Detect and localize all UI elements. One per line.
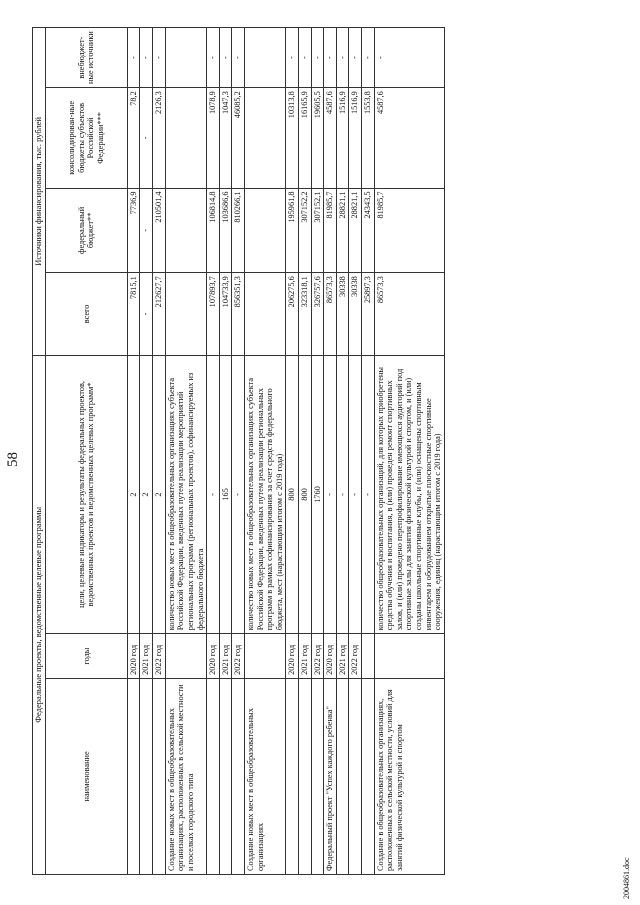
row-total: 212627,7 bbox=[153, 273, 166, 355]
row-regional: 78,2 bbox=[127, 88, 140, 188]
row-regional: 19605,5 bbox=[311, 88, 324, 188]
row-goal: количество общеобразовательных организаций, для которых приобретены средства обучения и воспитания, в (или) проведен ремонт спортивных залов, и (или) проведено перепрофилирование имеющихся аудиторий под спортивные залы для занятия физической культурой и спортом, и (или) созданы школьные спортивные клубы, и (или) оснащены спортивным инвентарем и оборудованием открытые плоскостные спортивные сооружения, единиц (нарастающим итогом с 2019 года) bbox=[374, 355, 444, 634]
row-goal: количество новых мест в общеобразовательных организациях субъекта Российской Федерации, введенных путем реализации региональных программ в рамках софинансирования за счет средств федерального бюджета, мест (нарастающим итогом с 2019 года) bbox=[244, 355, 285, 634]
row-goal: 2 bbox=[140, 355, 153, 634]
col-goals-header: цели, целевые индикаторы и результаты федеральных проектов, ведомственных проектов и ведомственных целевых программ* bbox=[45, 355, 127, 634]
row-extra: - bbox=[336, 28, 349, 88]
row-extra: - bbox=[311, 28, 324, 88]
row-total: 323318,1 bbox=[299, 273, 312, 355]
row-year bbox=[244, 634, 285, 679]
row-name bbox=[362, 678, 375, 874]
row-goal: - bbox=[207, 355, 220, 634]
row-total: 30338 bbox=[336, 273, 349, 355]
row-year: 2021 год bbox=[219, 634, 232, 679]
row-federal bbox=[165, 188, 206, 273]
row-name: Федеральный проект "Успех каждого ребенка" bbox=[324, 678, 337, 874]
row-regional: 4587,6 bbox=[374, 88, 444, 188]
row-goal: 2 bbox=[127, 355, 140, 634]
row-extra: - bbox=[349, 28, 362, 88]
row-name: Создание новых мест в общеобразовательных организациях, расположенных в сельской местности и поселках городского типа bbox=[165, 678, 206, 874]
row-extra bbox=[165, 28, 206, 88]
row-extra: - bbox=[219, 28, 232, 88]
row-regional bbox=[165, 88, 206, 188]
row-total: - bbox=[140, 273, 153, 355]
col-total-header: всего bbox=[45, 273, 127, 355]
row-federal: 81985,7 bbox=[324, 188, 337, 273]
row-goal: 800 bbox=[286, 355, 299, 634]
row-federal: 810266,1 bbox=[232, 188, 245, 273]
col-regional-header: консолидирован-ные бюджеты субъектов Российской Федерации*** bbox=[45, 88, 127, 188]
row-goal: 800 bbox=[299, 355, 312, 634]
table-row bbox=[127, 28, 140, 875]
row-extra: - bbox=[374, 28, 444, 88]
row-year: 2020 год bbox=[286, 634, 299, 679]
row-federal: 307152,1 bbox=[311, 188, 324, 273]
table-row bbox=[286, 28, 299, 875]
row-federal: - bbox=[140, 188, 153, 273]
row-name bbox=[127, 678, 140, 874]
row-federal bbox=[244, 188, 285, 273]
row-extra bbox=[244, 28, 285, 88]
row-regional: 16165,9 bbox=[299, 88, 312, 188]
group-header: Федеральные проекты, ведомственные целевые программы bbox=[33, 355, 46, 874]
row-total: 326757,6 bbox=[311, 273, 324, 355]
row-year: 2021 год bbox=[336, 634, 349, 679]
row-goal: - bbox=[349, 355, 362, 634]
row-year bbox=[374, 634, 444, 679]
row-federal: 81985,7 bbox=[374, 188, 444, 273]
row-regional: 4587,6 bbox=[324, 88, 337, 188]
page-number: 58 bbox=[5, 452, 21, 467]
row-extra: - bbox=[286, 28, 299, 88]
row-year: 2021 год bbox=[299, 634, 312, 679]
row-name bbox=[207, 678, 220, 874]
document-id: 2004861.doc bbox=[622, 857, 631, 899]
row-name bbox=[219, 678, 232, 874]
row-name bbox=[349, 678, 362, 874]
row-federal: 103686,6 bbox=[219, 188, 232, 273]
row-regional: 1516,9 bbox=[336, 88, 349, 188]
row-name: Создание в общеобразовательных организациях, расположенных в сельской местности, условий для занятий физической культурой и спортом bbox=[374, 678, 444, 874]
row-total: 104733,9 bbox=[219, 273, 232, 355]
row-year: 2022 год bbox=[311, 634, 324, 679]
row-total bbox=[165, 273, 206, 355]
row-total: 206275,6 bbox=[286, 273, 299, 355]
row-extra: - bbox=[140, 28, 153, 88]
row-regional: 1078,9 bbox=[207, 88, 220, 188]
row-total bbox=[244, 273, 285, 355]
row-year: 2022 год bbox=[153, 634, 166, 679]
row-regional: - bbox=[140, 88, 153, 188]
table-row bbox=[207, 28, 220, 875]
row-year bbox=[165, 634, 206, 679]
col-years-header: годы bbox=[45, 634, 127, 679]
col-extra-header: внебюджет-ные источники bbox=[45, 28, 127, 88]
row-extra: - bbox=[362, 28, 375, 88]
row-extra: - bbox=[299, 28, 312, 88]
table-row bbox=[362, 28, 375, 875]
table-row bbox=[165, 28, 206, 875]
row-goal: - bbox=[232, 355, 245, 634]
row-name bbox=[140, 678, 153, 874]
row-total: 86573,3 bbox=[324, 273, 337, 355]
col-name-header: наименование bbox=[45, 678, 127, 874]
row-year: 2022 год bbox=[232, 634, 245, 679]
row-year: 2020 год bbox=[207, 634, 220, 679]
row-total: 856351,3 bbox=[232, 273, 245, 355]
table-row bbox=[336, 28, 349, 875]
table-row bbox=[219, 28, 232, 875]
row-total: 107893,7 bbox=[207, 273, 220, 355]
row-goal: 2 bbox=[153, 355, 166, 634]
row-total: 25897,3 bbox=[362, 273, 375, 355]
row-regional: 1047,3 bbox=[219, 88, 232, 188]
table-row bbox=[232, 28, 245, 875]
row-name bbox=[232, 678, 245, 874]
table-row bbox=[299, 28, 312, 875]
table-row bbox=[349, 28, 362, 875]
row-year bbox=[362, 634, 375, 679]
table-row bbox=[311, 28, 324, 875]
row-regional: 2126,3 bbox=[153, 88, 166, 188]
row-goal: 1760 bbox=[311, 355, 324, 634]
row-year: 2021 год bbox=[140, 634, 153, 679]
table-row bbox=[140, 28, 153, 875]
row-federal: 7736,9 bbox=[127, 188, 140, 273]
row-year: 2020 год bbox=[127, 634, 140, 679]
row-name bbox=[286, 678, 299, 874]
row-goal: количество новых мест в общеобразовательных организациях субъекта Российской Федерации, введенных путем реализации мероприятий региональных программ (региональных проектов), софинансируемых из федерального бюджета bbox=[165, 355, 206, 634]
row-federal: 28821,1 bbox=[349, 188, 362, 273]
row-goal: - bbox=[362, 355, 375, 634]
row-year: 2020 год bbox=[324, 634, 337, 679]
row-goal: - bbox=[336, 355, 349, 634]
row-regional: 1553,8 bbox=[362, 88, 375, 188]
row-name bbox=[311, 678, 324, 874]
row-year: 2022 год bbox=[349, 634, 362, 679]
funding-header: Источники финансирования, тыс. рублей bbox=[33, 28, 46, 356]
row-total: 86573,3 bbox=[374, 273, 444, 355]
table-row bbox=[153, 28, 166, 875]
row-total: 7815,1 bbox=[127, 273, 140, 355]
row-extra: - bbox=[153, 28, 166, 88]
row-name bbox=[299, 678, 312, 874]
table-row bbox=[374, 28, 444, 875]
row-name bbox=[336, 678, 349, 874]
row-federal: 210501,4 bbox=[153, 188, 166, 273]
row-extra: - bbox=[207, 28, 220, 88]
row-name bbox=[153, 678, 166, 874]
table-row bbox=[244, 28, 285, 875]
row-extra: - bbox=[324, 28, 337, 88]
row-extra: - bbox=[232, 28, 245, 88]
program-funding-table bbox=[32, 27, 445, 875]
row-federal: 24343,5 bbox=[362, 188, 375, 273]
row-regional: 10313,8 bbox=[286, 88, 299, 188]
row-name: Создание новых мест в общеобразовательных организациях bbox=[244, 678, 285, 874]
table-row bbox=[324, 28, 337, 875]
row-federal: 106814,8 bbox=[207, 188, 220, 273]
col-federal-header: федеральный бюджет** bbox=[45, 188, 127, 273]
row-federal: 195961,8 bbox=[286, 188, 299, 273]
row-federal: 28821,1 bbox=[336, 188, 349, 273]
row-goal: 165 bbox=[219, 355, 232, 634]
row-regional: 1516,9 bbox=[349, 88, 362, 188]
row-regional: 46085,2 bbox=[232, 88, 245, 188]
row-regional bbox=[244, 88, 285, 188]
row-goal: - bbox=[324, 355, 337, 634]
row-federal: 307152,2 bbox=[299, 188, 312, 273]
row-extra: - bbox=[127, 28, 140, 88]
row-total: 30338 bbox=[349, 273, 362, 355]
